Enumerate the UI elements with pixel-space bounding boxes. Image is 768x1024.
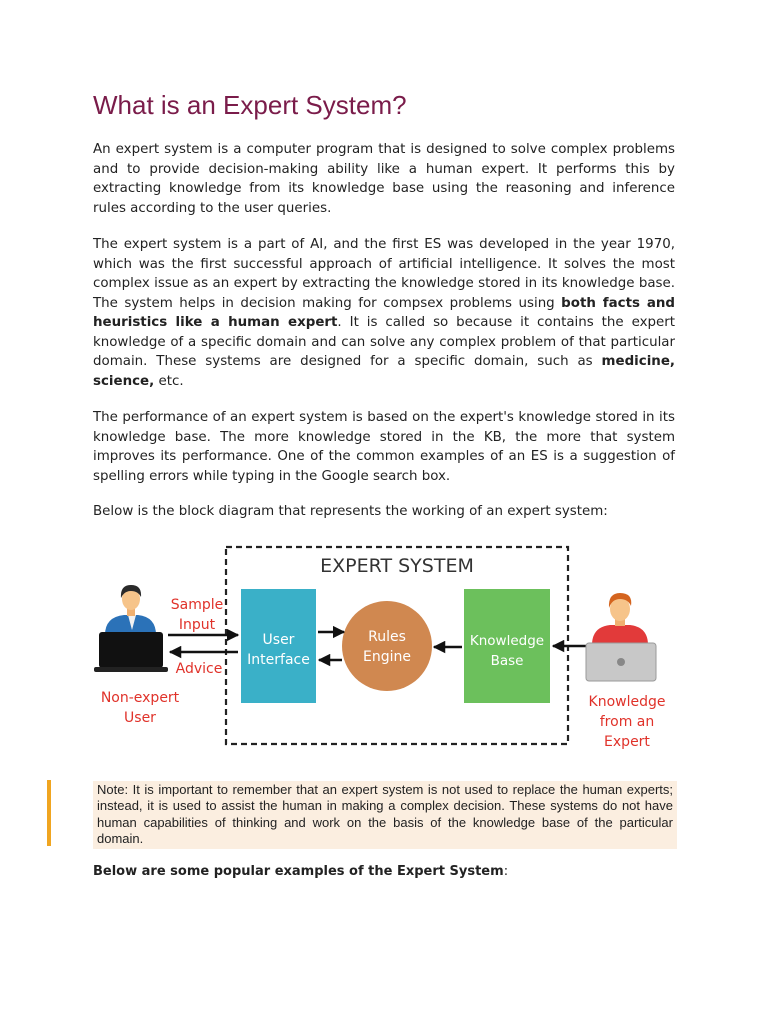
expert-system-title: EXPERT SYSTEM bbox=[320, 555, 474, 577]
sample-input-label-1: Sample bbox=[170, 597, 224, 613]
expert-label-2: from an bbox=[599, 714, 655, 730]
examples-heading bbox=[93, 864, 508, 879]
expert-label-1: Knowledge bbox=[588, 694, 666, 710]
non-expert-label-1: Non-expert bbox=[100, 690, 180, 706]
p2-text-c: . It is called so because it contains the expert knowledge of a specific domain and can solve any complex problem of that particular domain. These systems are designed for a specific domain, such as bbox=[93, 315, 676, 369]
rules-engine-label-1: Rules bbox=[368, 629, 406, 645]
p2-text-e: etc. bbox=[154, 373, 184, 389]
non-expert-label-2: User bbox=[124, 710, 156, 726]
paragraph-diagram-intro: Below is the block diagram that represents the working of an expert system: bbox=[93, 504, 608, 519]
rules-engine-label-2: Engine bbox=[363, 649, 411, 665]
p2-bold-domains: medicine, science, bbox=[93, 354, 675, 389]
expert-label-3: Expert bbox=[604, 734, 650, 750]
rules-engine-circle bbox=[342, 601, 432, 691]
paragraph-performance: The performance of an expert system is based on the expert's knowledge stored in its knowledge base. The more knowledge stored in the KB, the more that system improves its performance. One of the common examples of an ES is a suggestion of spelling errors while typing in the Google search box. bbox=[93, 410, 675, 484]
examples-heading-colon: : bbox=[503, 864, 509, 879]
paragraph-history bbox=[93, 235, 675, 391]
user-interface-label-2: Interface bbox=[247, 652, 310, 668]
paragraph-intro: An expert system is a computer program that is designed to solve complex problems and to provide decision-making ability like a human expert. It performs this by extracting knowledge from its knowledge base using the reasoning and inference rules according to the user queries. bbox=[93, 142, 675, 216]
note-box: Note: It is important to remember that an expert system is not used to replace the human experts; instead, it is used to assist the human in making a complex decision. These systems do not have human capabilities of thinking and work on the basis of the knowledge base of the particular domain. bbox=[93, 781, 677, 849]
p2-text-a: The expert system is a part of AI, and the first ES was developed in the year 1970, which was the first successful approach of artificial intelligence. It solves the most complex issue as an expert by extracting the knowledge stored in its knowledge base. The system helps in decision making for compsex problems using bbox=[93, 237, 675, 311]
p2-bold-facts: both facts and heuristics like a human expert bbox=[93, 295, 675, 330]
page-title: What is an Expert System? bbox=[93, 90, 407, 120]
note-accent-bar bbox=[47, 780, 51, 846]
examples-heading-text: Below are some popular examples of the Expert System bbox=[93, 864, 504, 879]
knowledge-base-label-1: Knowledge bbox=[469, 633, 545, 649]
user-interface-label-1: User bbox=[262, 632, 295, 648]
knowledge-base-label-2: Base bbox=[490, 653, 524, 669]
advice-label: Advice bbox=[175, 661, 223, 677]
sample-input-label-2: Input bbox=[178, 617, 216, 633]
expert-user-icon bbox=[586, 593, 656, 681]
non-expert-user-icon bbox=[94, 585, 168, 672]
expert-system-diagram bbox=[90, 542, 680, 757]
